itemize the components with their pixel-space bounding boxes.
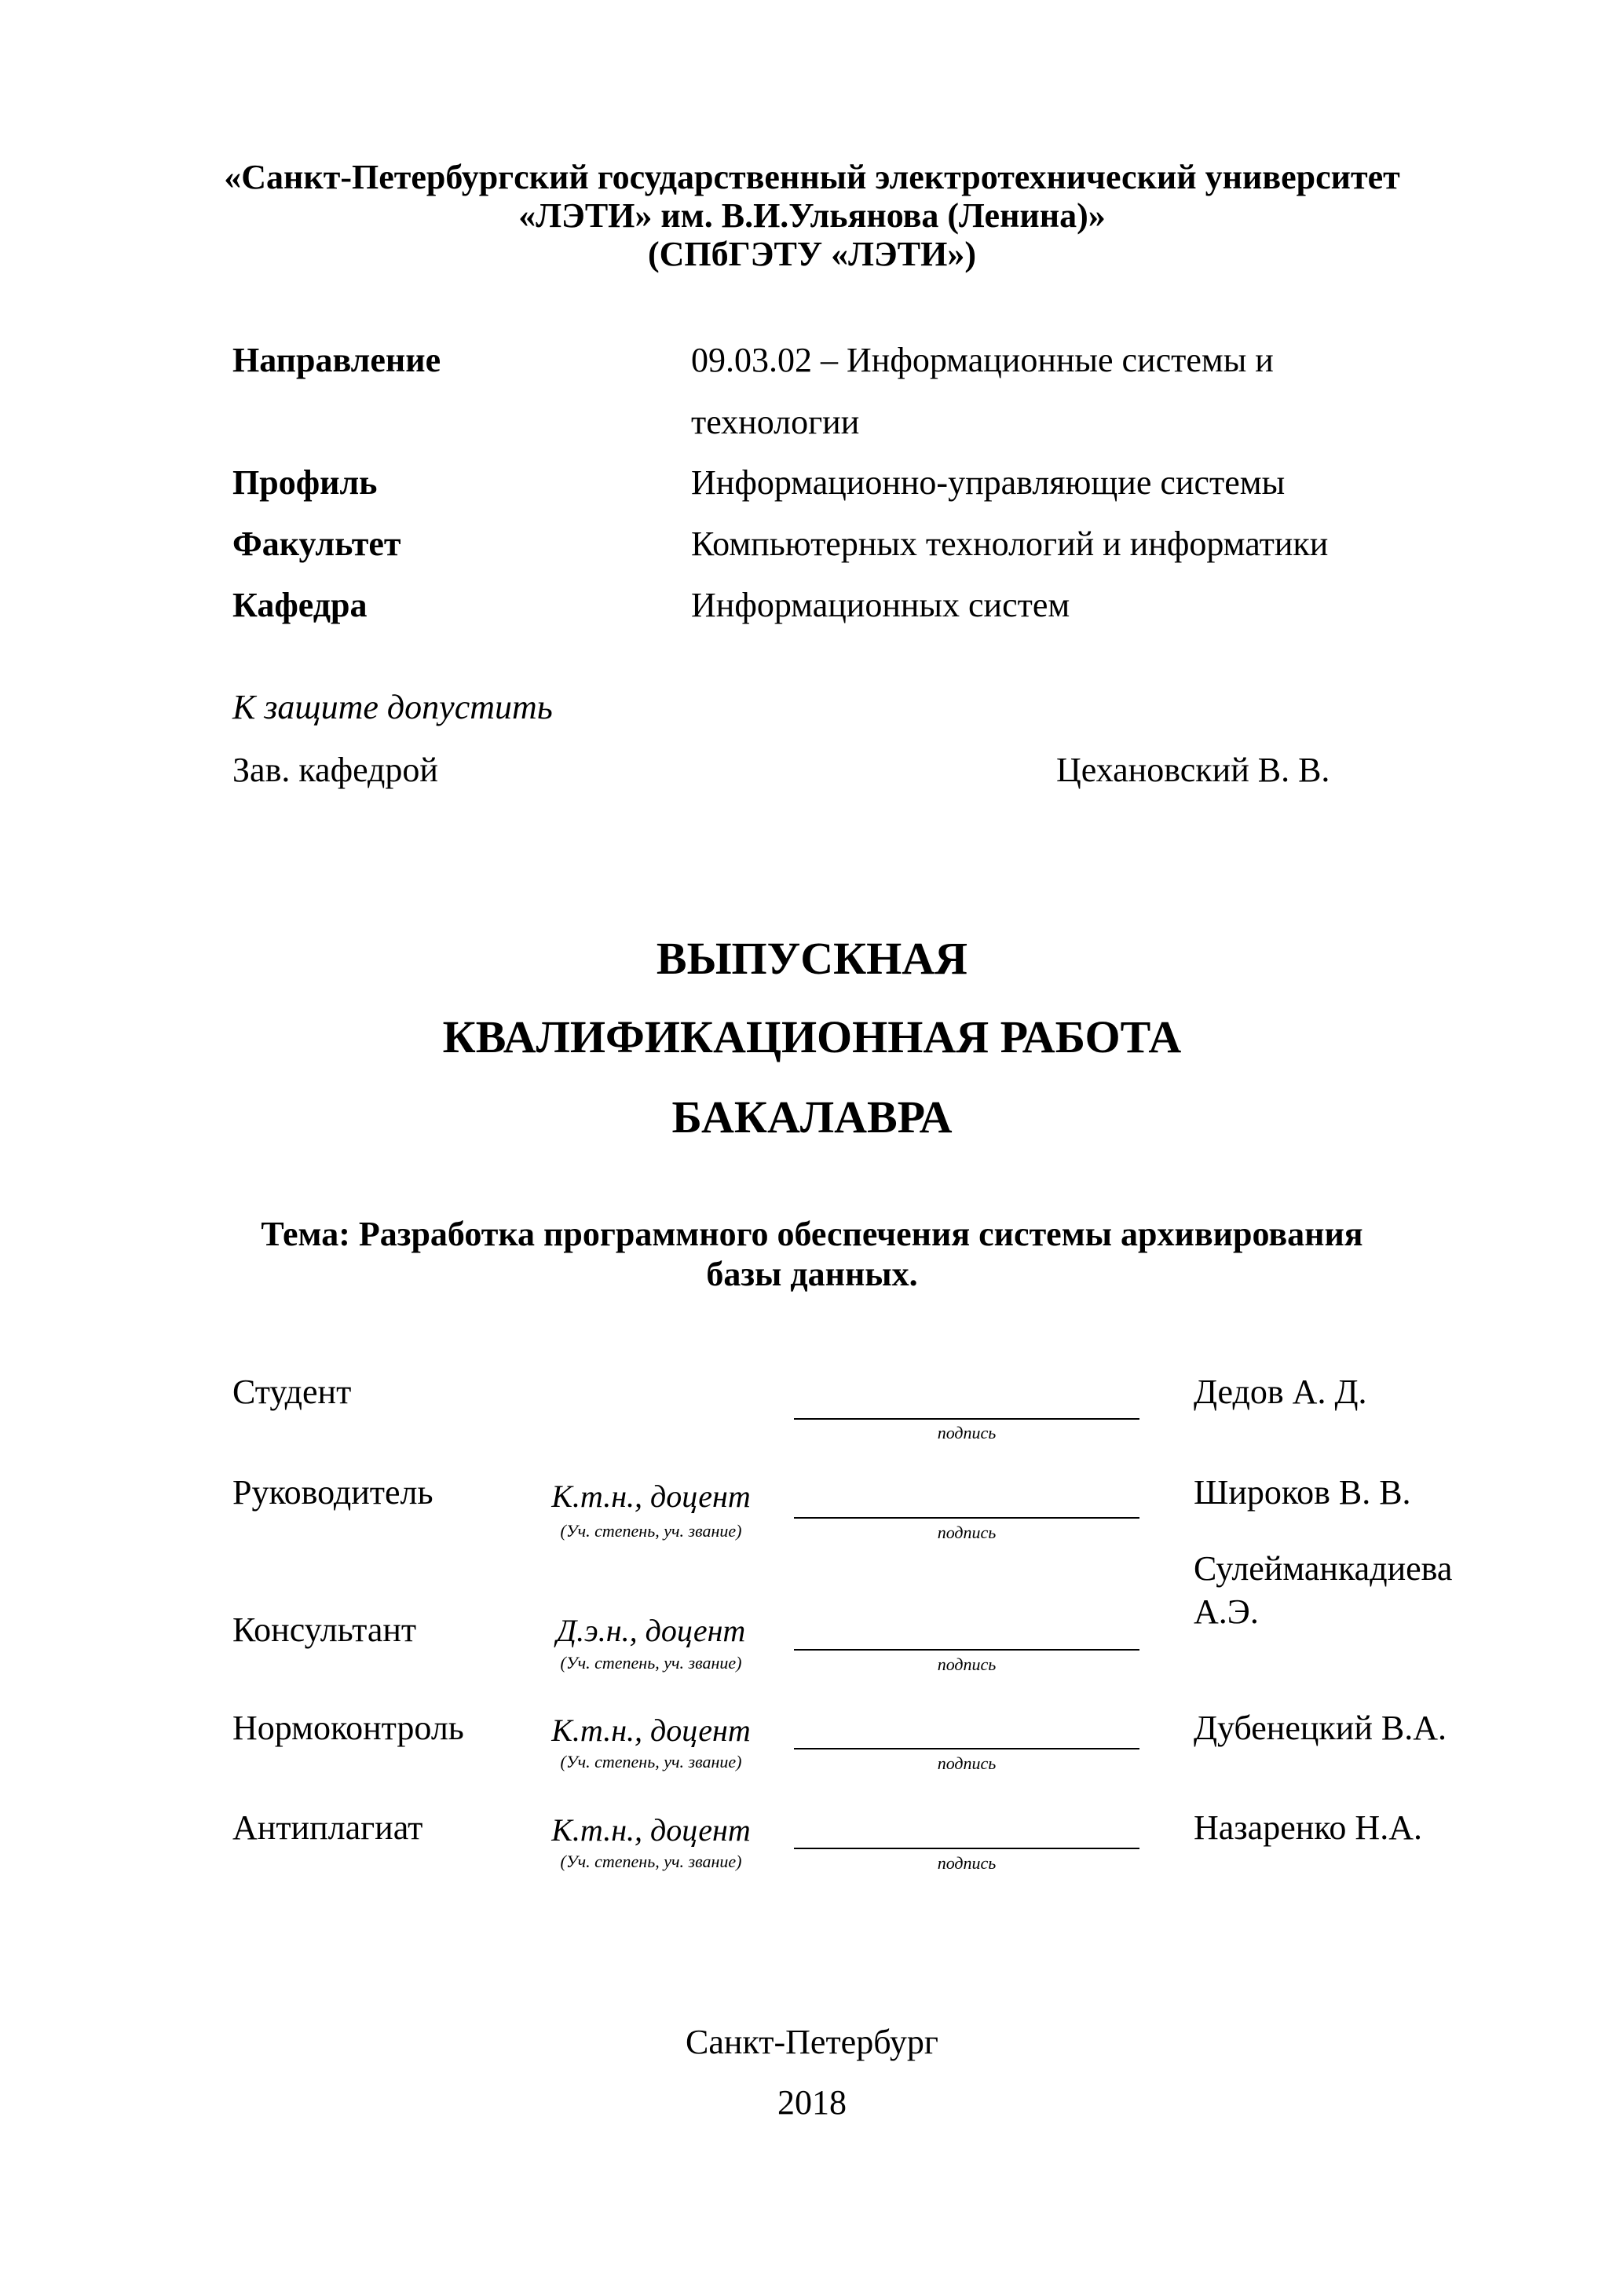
title-line1: ВЫПУСКНАЯ (656, 933, 968, 984)
direction-value-continued: технологии (691, 403, 860, 441)
student-signature-hint: подпись (937, 1423, 997, 1442)
title-line2: КВАЛИФИКАЦИОННАЯ РАБОТА (442, 1011, 1182, 1062)
topic-line2: базы данных. (706, 1255, 918, 1293)
antiplagiarism-rank: К.т.н., доцент (551, 1812, 751, 1848)
supervisor-role: Руководитель (232, 1473, 433, 1512)
direction-label: Направление (232, 341, 441, 379)
supervisor-rank-hint: (Уч. степень, уч. звание) (560, 1521, 742, 1541)
consultant-role: Консультант (232, 1610, 417, 1649)
antiplagiarism-signature-hint: подпись (937, 1853, 997, 1873)
consultant-signature-line (794, 1649, 1139, 1651)
antiplagiarism-signature-line (794, 1848, 1139, 1849)
normcontrol-rank-hint: (Уч. степень, уч. звание) (560, 1752, 742, 1771)
head-of-department-name: Цехановский В. В. (1056, 751, 1330, 789)
university-abbreviation: (СПбГЭТУ «ЛЭТИ») (648, 235, 976, 273)
consultant-signature-hint: подпись (937, 1654, 997, 1674)
student-role: Студент (232, 1373, 352, 1411)
profile-value: Информационно-управляющие системы (691, 463, 1286, 502)
supervisor-signature-hint: подпись (937, 1523, 997, 1542)
antiplagiarism-name: Назаренко Н.А. (1194, 1808, 1422, 1847)
admission-note: К защите допустить (232, 688, 553, 726)
consultant-rank: Д.э.н., доцент (556, 1613, 746, 1648)
student-name: Дедов А. Д. (1194, 1373, 1367, 1411)
faculty-value: Компьютерных технологий и информатики (691, 525, 1329, 563)
head-of-department-label: Зав. кафедрой (232, 751, 438, 789)
normcontrol-signature-hint: подпись (937, 1753, 997, 1773)
normcontrol-rank: К.т.н., доцент (551, 1713, 751, 1748)
direction-value: 09.03.02 – Информационные системы и (691, 341, 1274, 379)
department-value: Информационных систем (691, 586, 1070, 624)
student-signature-line (794, 1418, 1139, 1420)
normcontrol-role: Нормоконтроль (232, 1709, 464, 1747)
consultant-rank-hint: (Уч. степень, уч. звание) (560, 1653, 742, 1673)
year: 2018 (777, 2083, 847, 2122)
normcontrol-signature-line (794, 1748, 1139, 1749)
city: Санкт-Петербург (686, 2023, 938, 2061)
profile-label: Профиль (232, 463, 378, 502)
supervisor-rank: К.т.н., доцент (551, 1479, 751, 1514)
consultant-name-continued: А.Э. (1194, 1592, 1259, 1631)
university-name-line2: «ЛЭТИ» им. В.И.Ульянова (Ленина)» (518, 196, 1106, 235)
normcontrol-name: Дубенецкий В.А. (1194, 1709, 1447, 1747)
antiplagiarism-role: Антиплагиат (232, 1808, 423, 1847)
supervisor-name: Широков В. В. (1194, 1473, 1411, 1512)
consultant-name: Сулейманкадиева (1194, 1549, 1453, 1588)
supervisor-signature-line (794, 1517, 1139, 1519)
department-label: Кафедра (232, 586, 368, 624)
antiplagiarism-rank-hint: (Уч. степень, уч. звание) (560, 1852, 742, 1871)
title-line3: БАКАЛАВРА (671, 1091, 953, 1143)
faculty-label: Факультет (232, 525, 401, 563)
university-name-line1: «Санкт-Петербургский государственный электротехнический университет (224, 158, 1400, 196)
topic-line1: Тема: Разработка программного обеспечения системы архивирования (261, 1215, 1363, 1253)
